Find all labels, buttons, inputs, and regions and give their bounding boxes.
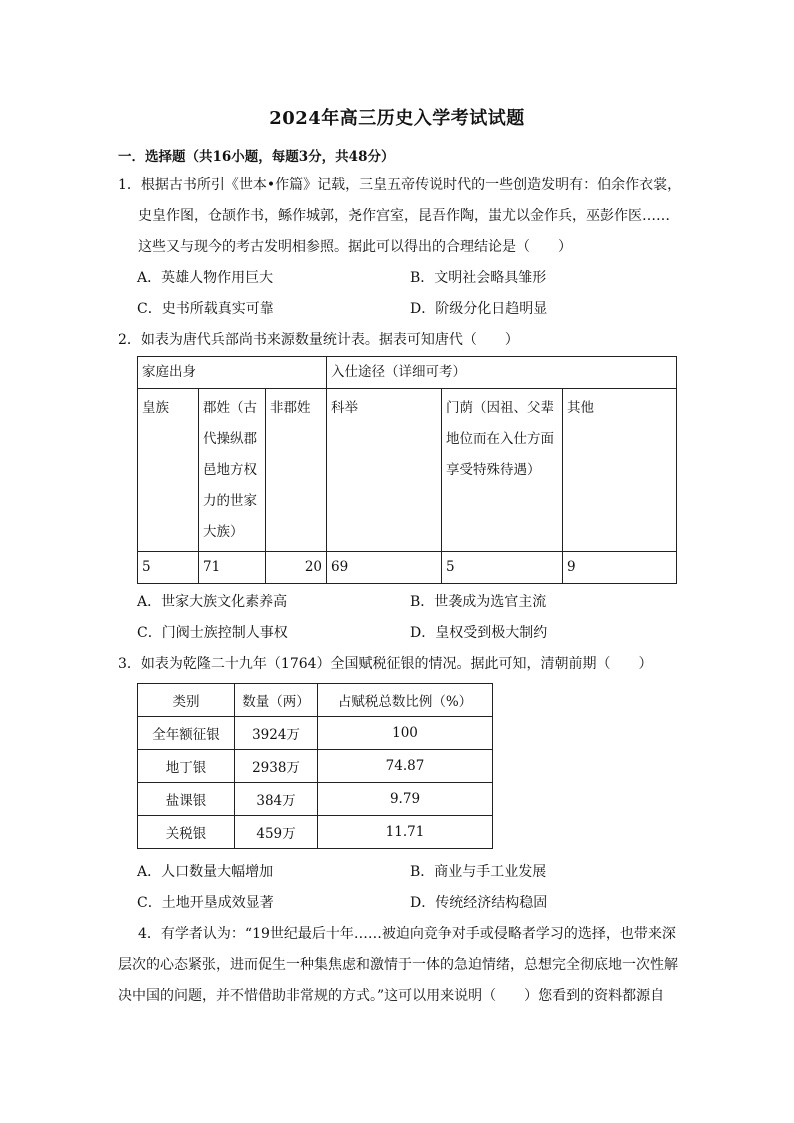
col-qita: 其他 <box>563 389 677 552</box>
option-b[interactable]: B．世袭成为选官主流 <box>410 594 547 610</box>
value-feijunxing: 20 <box>266 552 327 584</box>
option-b[interactable]: B．文明社会略具雏形 <box>410 270 547 286</box>
col-feijunxing: 非郡姓 <box>266 389 327 552</box>
option-b[interactable]: B．商业与手工业发展 <box>410 864 547 880</box>
col-junxing-line: 代操纵郡 <box>203 431 257 447</box>
cell-category: 地丁银 <box>138 750 235 783</box>
table-row <box>138 783 493 816</box>
table-row <box>138 816 493 849</box>
question-3-options <box>137 857 677 919</box>
question-4 <box>118 919 678 1012</box>
option-a[interactable]: A．英雄人物作用巨大 <box>137 270 274 286</box>
question-2-options <box>137 587 677 649</box>
question-1-line-2: 史皇作图，仓颉作书，鲧作城郭，尧作宫室，昆吾作陶，蚩尤以金作兵，巫彭作医…… <box>138 208 670 224</box>
header-amount: 数量（两） <box>235 684 318 717</box>
option-c[interactable]: C．土地开垦成效显著 <box>137 895 274 911</box>
cell-ratio: 100 <box>318 717 493 750</box>
col-menyin-line: 地位而在入仕方面 <box>446 431 554 447</box>
option-row <box>137 294 677 325</box>
col-junxing-line: 邑地方权 <box>203 462 257 478</box>
cell-ratio: 9.79 <box>318 783 493 816</box>
officials-source-table <box>137 356 677 584</box>
exam-title: 2024年高三历史入学考试试题 <box>269 108 525 129</box>
cell-category: 关税银 <box>138 816 235 849</box>
option-row <box>137 263 677 294</box>
option-row <box>137 888 677 919</box>
option-d[interactable]: D．阶级分化日趋明显 <box>410 301 548 317</box>
cell-amount: 2938万 <box>235 750 318 783</box>
col-huangzu: 皇族 <box>138 389 199 552</box>
option-row <box>137 618 677 649</box>
option-a[interactable]: A．人口数量大幅增加 <box>137 864 274 880</box>
cell-category: 全年额征银 <box>138 717 235 750</box>
col-junxing <box>199 389 266 552</box>
option-c[interactable]: C．史书所载真实可靠 <box>137 301 274 317</box>
question-2-stem: 2．如表为唐代兵部尚书来源数量统计表。据表可知唐代（ ） <box>118 332 519 348</box>
header-ratio: 占赋税总数比例（%） <box>318 684 493 717</box>
option-row <box>137 587 677 618</box>
col-keju: 科举 <box>327 389 442 552</box>
option-a[interactable]: A．世家大族文化素养高 <box>137 594 288 610</box>
value-keju: 69 <box>327 552 442 584</box>
value-menyin: 5 <box>442 552 563 584</box>
table-header-family: 家庭出身 <box>138 357 327 389</box>
col-junxing-line: 力的世家 <box>203 493 257 509</box>
option-c[interactable]: C．门阀士族控制人事权 <box>137 625 288 641</box>
header-category: 类别 <box>138 684 235 717</box>
question-2 <box>118 325 678 356</box>
cell-category: 盐课银 <box>138 783 235 816</box>
question-3-stem: 3．如表为乾隆二十九年（1764）全国赋税征银的情况。据此可知，清朝前期（ ） <box>118 656 653 672</box>
cell-ratio: 11.71 <box>318 816 493 849</box>
question-4-line-1: 4．有学者认为：“19世纪最后十年……被迫向竞争对手或侵略者学习的选择，也带来深 <box>138 926 676 942</box>
question-1-line-3: 这些又与现今的考古发明相参照。据此可以得出的合理结论是（ ） <box>138 239 572 255</box>
cell-ratio: 74.87 <box>318 750 493 783</box>
col-junxing-line: 郡姓（古 <box>203 400 257 416</box>
question-1-options <box>137 263 677 325</box>
section-header: 一．选择题（共16小题，每题3分，共48分） <box>118 149 395 165</box>
question-3 <box>118 649 678 680</box>
value-huangzu: 5 <box>138 552 199 584</box>
col-menyin <box>442 389 563 552</box>
question-1-line-1: 1．根据古书所引《世本•作篇》记载，三皇五帝传说时代的一些创造发明有：伯余作衣裳， <box>118 177 682 193</box>
table-header-path: 入仕途径（详细可考） <box>327 357 677 389</box>
cell-amount: 459万 <box>235 816 318 849</box>
table-row <box>138 750 493 783</box>
table-row <box>138 717 493 750</box>
option-d[interactable]: D．传统经济结构稳固 <box>410 895 548 911</box>
question-1 <box>118 170 682 263</box>
col-menyin-line: 门荫（因祖、父辈 <box>446 400 554 416</box>
option-d[interactable]: D．皇权受到极大制约 <box>410 625 548 641</box>
value-junxing: 71 <box>199 552 266 584</box>
question-4-line-3: 决中国的问题，并不惜借助非常规的方式。”这可以用来说明（ ）您看到的资料都源自 <box>118 988 665 1004</box>
col-junxing-line: 大族） <box>203 524 244 540</box>
question-4-line-2: 层次的心态紧张，进而促生一种集焦虑和激情于一体的急迫情绪，总想完全彻底地一次性解 <box>118 957 678 973</box>
col-menyin-line: 享受特殊待遇） <box>446 462 541 478</box>
value-qita: 9 <box>563 552 677 584</box>
tax-silver-table <box>137 683 493 849</box>
option-row <box>137 857 677 888</box>
cell-amount: 3924万 <box>235 717 318 750</box>
cell-amount: 384万 <box>235 783 318 816</box>
